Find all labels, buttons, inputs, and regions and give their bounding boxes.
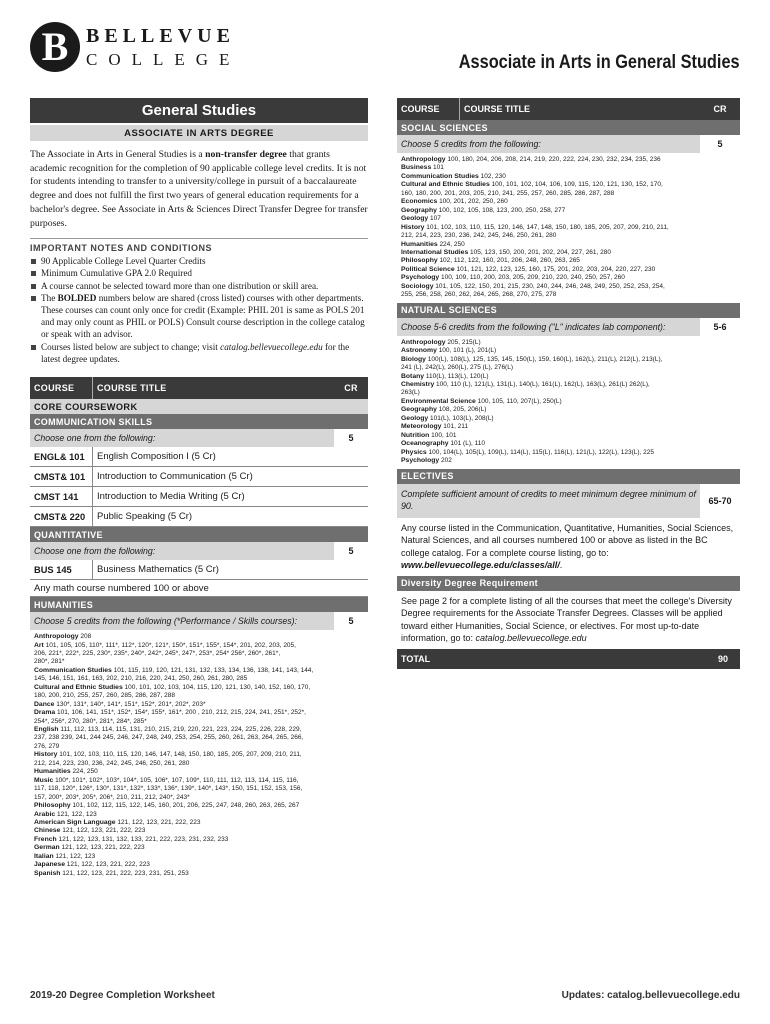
- course-numbers: 157, 200*, 203*, 205*, 206*, 210, 211, 212, 240*, 243*: [34, 793, 190, 801]
- subject-name: Geology: [401, 215, 429, 223]
- note-item: [30, 255, 368, 267]
- electives-text: Complete sufficient amount of credits to meet minimum degree minimum of 90.: [401, 488, 696, 511]
- course-list-line: [34, 768, 364, 776]
- course-list-line: [34, 743, 364, 751]
- course-numbers: 101, 106, 141, 151*, 152*, 154*, 155*, 161*, 200 , 210, 212, 215, 224, 241, 251*, 252*,: [55, 709, 306, 717]
- subject-name: Environmental Science: [401, 397, 476, 405]
- subject-name: Italian: [34, 852, 54, 860]
- course-list-line: [34, 785, 364, 793]
- course-numbers: 224, 250: [70, 768, 98, 776]
- note-item: [30, 341, 368, 365]
- natural-sciences-choose: [397, 318, 740, 336]
- notes-list: [30, 255, 368, 365]
- subject-name: Communication Studies: [401, 172, 479, 180]
- subject-name: German: [34, 844, 60, 852]
- course-numbers: 255, 256, 258, 260, 262, 264, 265, 268, 270, 275, 278: [401, 291, 557, 299]
- subject-name: Geography: [401, 406, 437, 414]
- electives-heading: ELECTIVES: [397, 469, 740, 484]
- course-title: Business Mathematics (5 Cr): [92, 560, 334, 579]
- credit-value: 5: [334, 429, 368, 447]
- subject-name: Geology: [401, 414, 429, 422]
- course-numbers: 121, 122, 123, 221, 222, 223: [60, 827, 146, 835]
- course-numbers: 101, 105, 122, 150, 201, 215, 230, 240, 244, 246, 248, 249, 250, 252, 253, 254,: [433, 282, 665, 290]
- course-numbers: 263(L): [401, 389, 420, 397]
- course-numbers: 212, 214, 223, 230, 236, 242, 245, 246, 250, 261, 280: [401, 232, 557, 240]
- subject-name: Psychology: [401, 274, 440, 282]
- header-cr: CR: [713, 104, 727, 114]
- course-code: CMST& 101: [34, 471, 86, 482]
- subject-name: Art: [34, 641, 44, 649]
- subject-name: International Studies: [401, 248, 469, 256]
- course-list-line: [34, 658, 364, 666]
- course-numbers: 145, 146, 151, 161, 163, 202, 210, 216, 220, 241, 250, 260, 261, 280, 285: [34, 675, 248, 683]
- subject-name: Chinese: [34, 827, 61, 835]
- subject-name: Arabic: [34, 810, 56, 818]
- course-numbers: 100, 180, 204, 206, 208, 214, 219, 220, 222, 224, 230, 232, 234, 235, 236: [445, 156, 661, 163]
- course-list-line: [401, 381, 736, 389]
- course-numbers: 101, 115, 119, 120, 121, 131, 132, 133, 134, 136, 138, 141, 143, 144,: [111, 666, 314, 674]
- course-list-line: [401, 283, 736, 291]
- course-list-line: [401, 274, 736, 282]
- course-list-line: [401, 423, 736, 431]
- course-numbers: 100, 101: [429, 431, 457, 439]
- subject-name: Meteorology: [401, 423, 442, 431]
- table-header: [397, 98, 740, 120]
- subject-name: History: [34, 751, 58, 759]
- course-numbers: 121, 122, 123, 221, 222, 223: [115, 819, 201, 827]
- note-text: Any course listed in the Communication, Quantitative, Humanities, Social Sciences, Natural Sciences, and all courses numbered 100 or above as listed in the BC college catalog. For a complete course listing, go to:: [401, 522, 734, 558]
- course-list-line: [401, 266, 736, 274]
- subject-name: Philosophy: [401, 257, 438, 265]
- electives-note: [397, 518, 740, 576]
- subject-name: Cultural and Ethnic Studies: [34, 683, 123, 691]
- notes-heading: IMPORTANT NOTES AND CONDITIONS: [30, 238, 368, 253]
- course-list-line: [401, 190, 736, 198]
- subject-name: French: [34, 835, 57, 843]
- humanities-course-list: [30, 630, 368, 881]
- subject-name: Music: [34, 776, 54, 784]
- note-text: See page 2 for a complete listing of all the courses that meet the college's Diversity Degree requirements for the Associate Transfer Degrees. Classes will be applied toward either Humanities, Social Science, or electives. For most up-to-date information, go to:: [401, 595, 732, 643]
- course-list-line: [401, 457, 736, 465]
- note-text: Courses listed below are subject to change; visit: [41, 341, 221, 352]
- social-sciences-course-list: [397, 153, 740, 303]
- updates-label: Updates:: [561, 990, 608, 1001]
- course-numbers: 237, 238 239, 241, 244 245, 246, 247, 248, 249, 253, 254, 255, 260, 261, 263, 264, 265, 266,: [34, 734, 304, 742]
- course-code: ENGL& 101: [34, 451, 85, 462]
- course-list-line: [401, 347, 736, 355]
- course-numbers: 100, 110 (L), 121(L), 131(L), 140(L), 161(L), 162(L), 163(L), 261(L) 262(L),: [434, 380, 650, 388]
- catalog-link[interactable]: catalog.bellevuecollege.edu: [220, 341, 323, 352]
- course-numbers: 111, 112, 113, 114, 115, 131, 210, 215, 219, 220, 221, 223, 224, 225, 226, 228, 229,: [58, 726, 302, 734]
- course-list-line: [401, 356, 736, 364]
- note-item: [30, 267, 368, 279]
- course-list-line: [401, 449, 736, 457]
- subject-name: Economics: [401, 198, 438, 206]
- subject-name: Nutrition: [401, 431, 430, 439]
- credit-value: 5-6: [700, 318, 740, 336]
- course-numbers: 121, 122, 123: [53, 852, 96, 860]
- subject-name: Japanese: [34, 861, 65, 869]
- course-list-line: [34, 667, 364, 675]
- logo-line2: COLLEGE: [86, 49, 241, 69]
- table-row: [30, 560, 368, 580]
- table-row: [30, 467, 368, 487]
- credit-value: 5: [334, 612, 368, 630]
- note-text-rest: .: [559, 560, 563, 570]
- course-numbers: 110(L), 113(L), 120(L): [424, 372, 489, 380]
- core-coursework-heading: CORE COURSEWORK: [30, 399, 368, 414]
- course-numbers: 276, 279: [34, 742, 60, 750]
- course-list-line: [34, 709, 364, 717]
- course-list-line: [34, 819, 364, 827]
- credit-value: 5: [334, 542, 368, 560]
- subject-name: History: [401, 223, 425, 231]
- note-text: Minimum Cumulative GPA 2.0 Required: [41, 268, 192, 279]
- table-row: [30, 487, 368, 507]
- table-row: [30, 447, 368, 467]
- course-list-line: [34, 760, 364, 768]
- subject-name: Anthropology: [401, 156, 446, 163]
- humanities-heading: HUMANITIES: [30, 597, 368, 612]
- note-text: 90 Applicable College Level Quarter Credits: [41, 256, 206, 267]
- header-cr: CR: [344, 383, 358, 394]
- note-item: [30, 280, 368, 292]
- course-list-line: [34, 734, 364, 742]
- course-list-line: [34, 836, 364, 844]
- course-numbers: 280*, 281*: [34, 658, 65, 666]
- course-list-line: [401, 173, 736, 181]
- course-numbers: 224, 250: [437, 240, 465, 248]
- subject-name: Political Science: [401, 265, 455, 273]
- course-numbers: 101: [431, 164, 444, 172]
- course-numbers: 100, 101 (L), 201(L): [436, 347, 497, 355]
- subject-name: Communication Studies: [34, 666, 112, 674]
- intro-text-rest: that grants academic recognition for the completion of 90 applicable college level credits. It is not for students intending to transfer to a university/college in pursuit of a baccalaureate degree and does not fulfill the first two years of general education requirements for a bachelor's degree. See Associate in Arts & Sciences Direct Transfer Degree for transfer purposes.: [30, 149, 368, 229]
- subject-name: Humanities: [34, 768, 71, 776]
- choose-text: Choose one from the following:: [34, 546, 156, 557]
- note-bold: BOLDED: [57, 292, 97, 303]
- table-header: [30, 377, 368, 399]
- left-column: [30, 98, 368, 881]
- left-course-table: [30, 377, 368, 881]
- course-list-line: [401, 181, 736, 189]
- note-item: [30, 292, 368, 341]
- header-title: COURSE TITLE: [459, 98, 700, 120]
- quantitative-choose: [30, 542, 368, 560]
- classes-link[interactable]: www.bellevuecollege.edu/classes/all/: [401, 560, 560, 570]
- total-label: TOTAL: [401, 653, 431, 664]
- total-value: 90: [717, 653, 728, 664]
- course-numbers: 100, 201, 202, 250, 260: [437, 198, 508, 206]
- course-numbers: 100, 101, 102, 103, 104, 115, 120, 121, 130, 140, 152, 160, 170,: [122, 683, 311, 691]
- course-numbers: 101 (L), 110: [448, 440, 485, 448]
- communication-choose: [30, 429, 368, 447]
- course-list-line: [401, 291, 736, 299]
- diversity-note: [397, 591, 740, 649]
- intro-text: The Associate in Arts in General Studies is a: [30, 149, 206, 160]
- note-text-rest: for the latest degree updates.: [41, 341, 350, 364]
- course-numbers: 100*, 101*, 102*, 103*, 104*, 105, 106*, 107, 109*, 110, 111, 112, 113, 114, 115, 116,: [53, 776, 299, 784]
- course-numbers: 101, 102, 112, 115, 122, 145, 160, 201, 206, 225, 247, 248, 260, 263, 265, 267: [70, 802, 300, 810]
- course-numbers: 241 (L), 242(L), 260(L), 275 (L), 276(L): [401, 364, 514, 372]
- course-list-line: [401, 398, 736, 406]
- course-list-line: [401, 207, 736, 215]
- course-list-line: [34, 870, 364, 878]
- natural-sciences-course-list: [397, 336, 740, 469]
- subject-name: Chemistry: [401, 380, 435, 388]
- course-numbers: 102, 112, 122, 160, 201, 206, 248, 260, 263, 265: [437, 257, 580, 265]
- course-numbers: 101, 121, 122, 123, 125, 160, 175, 201, 202, 203, 204, 220, 227, 230: [454, 265, 656, 273]
- course-numbers: 102, 230: [478, 172, 506, 180]
- course-numbers: 121, 122, 123, 221, 222, 223, 231, 251, 253: [60, 869, 189, 877]
- course-title: Public Speaking (5 Cr): [92, 507, 334, 526]
- course-numbers: 100, 102, 105, 108, 123, 200, 250, 258, 277: [436, 206, 566, 214]
- course-numbers: 121, 122, 123, 221, 222, 223: [59, 844, 145, 852]
- subject-name: Dance: [34, 700, 55, 708]
- course-list-line: [34, 777, 364, 785]
- course-list-line: [34, 853, 364, 861]
- header-title: COURSE TITLE: [92, 377, 334, 399]
- logo-mark: B: [30, 22, 80, 72]
- total-row: [397, 649, 740, 669]
- course-list-line: [34, 642, 364, 650]
- course-numbers: 180, 200, 210, 255, 257, 260, 285, 286, 287, 288: [34, 692, 175, 700]
- intro-paragraph: [30, 148, 368, 230]
- subject-name: Botany: [401, 372, 425, 380]
- course-list-line: [401, 440, 736, 448]
- program-title: General Studies: [30, 98, 368, 123]
- course-list-line: [34, 692, 364, 700]
- quantitative-heading: QUANTITATIVE: [30, 527, 368, 542]
- diversity-heading: Diversity Degree Requirement: [397, 576, 740, 591]
- subject-name: American Sign Language: [34, 819, 116, 827]
- humanities-choose: [30, 612, 368, 630]
- electives-row: [397, 484, 740, 518]
- course-numbers: 212, 214, 223, 230, 236, 242, 245, 246, 250, 261, 280: [34, 759, 190, 767]
- choose-text: Choose 5 credits from the following (*Performance / Skills courses):: [34, 616, 298, 627]
- course-list-line: [401, 339, 736, 347]
- course-list-line: [34, 844, 364, 852]
- course-numbers: 160, 180, 200, 201, 203, 205, 210, 241, 255, 257, 260, 285, 286, 287, 288: [401, 189, 615, 197]
- course-numbers: 117, 118, 120*, 126*, 130*, 131*, 132*, 133*, 136*, 139*, 140*, 143*, 150, 151, 152, 153, 156,: [34, 785, 303, 793]
- subject-name: Spanish: [34, 869, 61, 877]
- course-list-line: [401, 257, 736, 265]
- course-list-line: [401, 406, 736, 414]
- note-text: A course cannot be selected toward more than one distribution or skill area.: [41, 280, 319, 291]
- subject-name: Humanities: [401, 240, 438, 248]
- course-list-line: [401, 241, 736, 249]
- natural-sciences-heading: NATURAL SCIENCES: [397, 303, 740, 318]
- page-title: Associate in Arts in General Studies: [459, 52, 740, 73]
- header-course: COURSE: [34, 383, 75, 394]
- course-numbers: 206, 221*, 222*, 225, 230*, 235*, 240*, 242*, 245*, 247*, 253*, 254* 256*, 260*, 261*,: [34, 649, 281, 657]
- course-numbers: 121, 122, 123, 131, 132, 133, 221, 222, 223, 231, 232, 233: [56, 835, 229, 843]
- course-list-line: [401, 389, 736, 397]
- course-numbers: 100(L), 108(L), 125, 135, 145, 150(L), 159, 160(L), 162(L), 211(L), 212(L), 213(L),: [425, 355, 663, 363]
- credit-value: 65-70: [700, 484, 740, 518]
- note-text: The: [41, 292, 58, 303]
- course-title: English Composition I (5 Cr): [92, 447, 334, 466]
- subject-name: Oceanography: [401, 440, 449, 448]
- logo-wordmark: [86, 25, 240, 70]
- course-numbers: 202: [439, 457, 452, 465]
- course-numbers: 121, 122, 123, 221, 222, 223: [64, 861, 150, 869]
- course-numbers: 100, 105, 110, 207(L), 250(L): [475, 397, 562, 405]
- social-sciences-choose: [397, 135, 740, 153]
- any-math-row: Any math course numbered 100 or above: [30, 580, 368, 597]
- choose-text: Choose 5 credits from the following:: [401, 139, 541, 149]
- subject-name: Anthropology: [34, 633, 79, 641]
- choose-text: Choose one from the following:: [34, 433, 156, 444]
- course-list-line: [34, 718, 364, 726]
- course-list-line: [401, 224, 736, 232]
- course-list-line: [34, 650, 364, 658]
- course-list-line: [401, 215, 736, 223]
- course-title: Introduction to Media Writing (5 Cr): [92, 487, 334, 506]
- college-logo: [30, 22, 240, 72]
- course-list-line: [34, 794, 364, 802]
- course-list-line: [401, 432, 736, 440]
- course-list-line: [34, 726, 364, 734]
- subject-name: Philosophy: [34, 802, 71, 810]
- course-numbers: 101(L), 103(L), 208(L): [428, 414, 494, 422]
- course-list-line: [34, 684, 364, 692]
- course-list-line: [401, 415, 736, 423]
- course-numbers: 254*, 256*, 270, 280*, 281*, 284*, 285*: [34, 717, 147, 725]
- subject-name: Biology: [401, 355, 426, 363]
- course-numbers: 208: [78, 633, 92, 641]
- course-numbers: 100, 101, 102, 104, 106, 109, 115, 120, 121, 130, 152, 170,: [489, 181, 663, 189]
- subject-name: Drama: [34, 709, 56, 717]
- course-list-line: [401, 156, 736, 164]
- course-numbers: 101, 102, 103, 110, 115, 120, 146, 147, 148, 150, 180, 185, 205, 207, 209, 210, 211,: [424, 223, 669, 231]
- course-list-line: [34, 751, 364, 759]
- course-title: Introduction to Communication (5 Cr): [92, 467, 334, 486]
- course-list-line: [401, 164, 736, 172]
- course-list-line: [34, 811, 364, 819]
- course-numbers: 105, 123, 150, 200, 201, 202, 204, 227, 261, 280: [468, 248, 611, 256]
- note-text-rest: numbers below are shared (cross listed) courses with other departments. These courses can count only once for credit (Example: PHIL 201 is same as POLS 201 and may only count as PHIL or POLS) Consult course description in the college catalog or speak with an advisor.: [41, 292, 365, 340]
- subject-name: Business: [401, 164, 432, 172]
- course-list-line: [401, 364, 736, 372]
- social-sciences-heading: SOCIAL SCIENCES: [397, 120, 740, 135]
- footer-worksheet-label: 2019-20 Degree Completion Worksheet: [30, 990, 215, 1001]
- subject-name: Anthropology: [401, 338, 446, 346]
- course-numbers: 101, 105, 105, 110*, 111*, 112*, 120*, 121*, 150*, 151*, 155*, 154*, 201, 202, 203, 205,: [43, 641, 296, 649]
- right-column: [397, 98, 740, 669]
- course-code: CMST& 220: [34, 511, 86, 522]
- course-list-line: [34, 802, 364, 810]
- credit-value: 5: [700, 135, 740, 153]
- course-list-line: [401, 232, 736, 240]
- course-numbers: 101, 102, 103, 110, 115, 120, 146, 147, 148, 150, 180, 185, 205, 207, 209, 210, 211,: [57, 751, 302, 759]
- course-numbers: 100, 104(L), 105(L), 109(L), 114(L), 115(L), 116(L), 121(L), 122(L), 123(L), 225: [426, 448, 654, 456]
- course-numbers: 108, 205, 206(L): [436, 406, 487, 414]
- catalog-link[interactable]: catalog.bellevuecollege.edu: [475, 633, 587, 643]
- subject-name: Physics: [401, 448, 427, 456]
- choose-text: Choose 5-6 credits from the following ("L" indicates lab component):: [401, 321, 666, 332]
- course-list-line: [34, 633, 364, 641]
- communication-heading: COMMUNICATION SKILLS: [30, 414, 368, 429]
- subject-name: Astronomy: [401, 347, 437, 355]
- course-list-line: [401, 373, 736, 381]
- footer-catalog-link[interactable]: catalog.bellevuecollege.edu: [607, 990, 740, 1001]
- program-subtitle: ASSOCIATE IN ARTS DEGREE: [30, 125, 368, 141]
- course-list-line: [401, 249, 736, 257]
- course-numbers: 107: [428, 215, 441, 223]
- footer-updates: [562, 990, 740, 1001]
- course-numbers: 100, 109, 110, 200, 203, 205, 209, 210, 220, 240, 250, 257, 260: [439, 274, 625, 282]
- course-code: CMST 141: [34, 491, 79, 502]
- header-course: COURSE: [401, 104, 440, 114]
- course-numbers: 130*, 131*, 140*, 141*, 151*, 152*, 201*, 202*, 203*: [54, 700, 206, 708]
- subject-name: English: [34, 726, 59, 734]
- course-code: BUS 145: [34, 564, 72, 575]
- subject-name: Cultural and Ethnic Studies: [401, 181, 490, 189]
- subject-name: Geography: [401, 206, 437, 214]
- course-list-line: [34, 827, 364, 835]
- course-list-line: [34, 701, 364, 709]
- course-list-line: [34, 675, 364, 683]
- course-numbers: 121, 122, 123: [55, 810, 97, 818]
- course-list-line: [34, 861, 364, 869]
- logo-line1: BELLEVUE: [86, 24, 235, 47]
- subject-name: Psychology: [401, 457, 440, 465]
- intro-bold: non-transfer degree: [205, 149, 287, 160]
- subject-name: Sociology: [401, 282, 434, 290]
- course-numbers: 205, 215(L): [445, 338, 481, 346]
- table-row: [30, 507, 368, 527]
- course-list-line: [401, 198, 736, 206]
- course-numbers: 101, 211: [441, 423, 469, 431]
